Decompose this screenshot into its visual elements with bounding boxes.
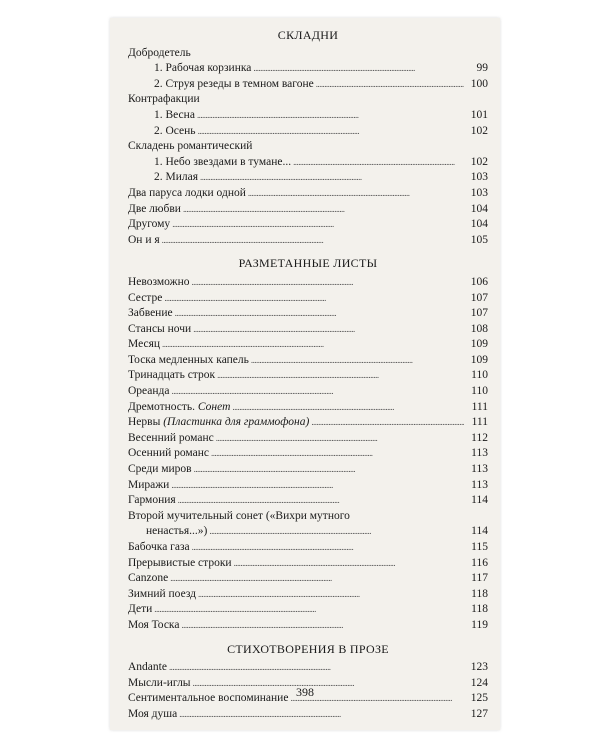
- dot-leader: [172, 384, 464, 400]
- toc-entry-text: Дремотность.: [128, 400, 198, 413]
- toc-entry-text: Две любви: [128, 202, 181, 215]
- toc-entry-label: [128, 291, 162, 307]
- toc-entry: [128, 186, 488, 202]
- toc-page-number: 110: [471, 369, 488, 382]
- toc-entry-label: [128, 322, 191, 338]
- toc-entry-text: Дети: [128, 603, 153, 616]
- toc-entry: [128, 707, 488, 723]
- toc-page-number: 123: [470, 661, 488, 674]
- dot-leader: [232, 400, 464, 416]
- toc-page-number: 109: [470, 338, 488, 351]
- toc-entry-label: [128, 446, 209, 462]
- toc-entry-label: [128, 540, 190, 556]
- toc-entry: [128, 571, 488, 587]
- dot-leader: [183, 202, 464, 218]
- toc-entry: [128, 524, 488, 540]
- toc-entry: [128, 384, 488, 400]
- toc-entry: [128, 431, 488, 447]
- toc-entry: [128, 540, 488, 556]
- toc-entry-label: [154, 155, 291, 171]
- page-number: 398: [296, 685, 314, 699]
- toc-entry: [128, 660, 488, 676]
- toc-group-heading: Контрафакции: [128, 93, 200, 106]
- dot-leader: [175, 306, 464, 322]
- toc-page-number: 119: [471, 618, 488, 631]
- toc-entry-text: Он и я: [128, 233, 160, 246]
- section-title: СТИХОТВОРЕНИЯ В ПРОЗЕ: [227, 641, 389, 656]
- toc-entry: [128, 587, 488, 603]
- toc-entry-label: [128, 337, 160, 353]
- toc-entry-text: Мысли-иглы: [128, 676, 191, 689]
- toc-page-number: 117: [471, 572, 488, 585]
- toc-page-number: 111: [471, 400, 488, 413]
- toc-entry-text: Гармония: [128, 494, 176, 507]
- dot-leader: [216, 431, 464, 447]
- dot-leader: [316, 77, 464, 93]
- toc-entry: [128, 353, 488, 369]
- toc-page-number: 118: [471, 587, 488, 600]
- toc-entry-label: [154, 108, 195, 124]
- toc-entry-text: 1. Рабочая корзинка: [154, 62, 252, 75]
- toc-page-number: 111: [471, 416, 488, 429]
- toc-entry-label: [154, 124, 196, 140]
- toc-page-number: 112: [471, 431, 488, 444]
- toc-entry-text: Забвение: [128, 307, 173, 320]
- toc-page-number: 113: [471, 447, 488, 460]
- dot-leader: [169, 660, 464, 676]
- toc-entry-label: [154, 61, 251, 77]
- dot-leader: [200, 170, 464, 186]
- toc-page-number: 107: [470, 291, 488, 304]
- toc-entry-text: Моя Тоска: [128, 618, 180, 631]
- toc-entry-label: [128, 618, 179, 634]
- toc-entry-label: [128, 275, 189, 291]
- toc-entry: [128, 618, 488, 634]
- dot-leader: [170, 571, 464, 587]
- dot-leader: [198, 124, 464, 140]
- toc-entry-text: Другому: [128, 218, 171, 231]
- toc-entry-text: Andante: [128, 661, 167, 674]
- toc-entry-text: Осенний романс: [128, 447, 209, 460]
- toc-entry: [128, 306, 488, 322]
- dot-leader: [164, 291, 464, 307]
- dot-leader: [234, 556, 464, 572]
- toc-page-number: 102: [470, 155, 488, 168]
- toc-entry-italic-text: Сонет: [197, 400, 231, 413]
- toc-entry-text: 1. Небо звездами в тумане...: [154, 155, 292, 168]
- toc-entry: [128, 446, 488, 462]
- toc-subentry: [128, 108, 488, 124]
- toc-entry-text: Невозможно: [128, 275, 190, 288]
- toc-page-number: 108: [470, 322, 488, 335]
- toc-entry: [128, 556, 488, 572]
- toc-entry-label: [128, 571, 168, 587]
- toc-entry-label: [128, 186, 246, 202]
- toc-page-number: 106: [470, 275, 488, 288]
- toc-entry-label: [128, 556, 232, 572]
- dot-leader: [178, 493, 464, 509]
- section-title: РАЗМЕТАННЫЕ ЛИСТЫ: [238, 256, 378, 271]
- toc-entry: [128, 291, 488, 307]
- toc-entry-text: Ореанда: [128, 385, 170, 398]
- toc-entry-label: [128, 415, 309, 431]
- toc-entry-label: ненастья...»): [146, 525, 208, 538]
- dot-leader: [154, 602, 464, 618]
- toc-page-number: 110: [471, 385, 488, 398]
- toc-page-number: 104: [470, 218, 488, 231]
- toc-entry-text: Тринадцать строк: [128, 369, 216, 382]
- toc-entry-label: [128, 462, 192, 478]
- toc-entry-text: Стансы ночи: [128, 322, 192, 335]
- toc-page-number: 100: [470, 77, 488, 90]
- toc-entry: [128, 415, 488, 431]
- toc-entry-label: [154, 170, 198, 186]
- toc-entry: [128, 202, 488, 218]
- toc-entry: [128, 493, 488, 509]
- toc-entry-label: [128, 202, 181, 218]
- toc-entry: [128, 233, 488, 249]
- toc-page-number: 104: [470, 202, 488, 215]
- dot-leader: [311, 415, 464, 431]
- toc-group-heading: Добродетель: [128, 46, 191, 59]
- dot-leader: [192, 540, 464, 556]
- dot-leader: [211, 446, 464, 462]
- toc-entry: [128, 478, 488, 494]
- toc-entry: [128, 337, 488, 353]
- toc-entry-label: [128, 368, 215, 384]
- toc-page-number: 125: [470, 692, 488, 705]
- dot-leader: [217, 368, 464, 384]
- toc-page-number: 127: [470, 707, 488, 720]
- toc-entry-text: 2. Струя резеды в темном вагоне: [154, 77, 314, 90]
- toc-page-number: 114: [471, 494, 488, 507]
- toc-subentry: [128, 170, 488, 186]
- toc-entry-label: Второй мучительный сонет («Вихри мутного: [128, 509, 350, 522]
- toc-page-number: 101: [470, 108, 488, 121]
- toc-entry: [128, 400, 488, 416]
- toc-entry: [128, 462, 488, 478]
- dot-leader: [253, 61, 464, 77]
- toc-entry: [128, 217, 488, 233]
- toc-entry-label: [128, 493, 176, 509]
- toc-entry-label: [128, 602, 152, 618]
- toc-entry-label: [128, 306, 173, 322]
- toc-entry-label: [128, 660, 167, 676]
- toc-entry-text: Сестре: [128, 291, 163, 304]
- toc-entry: [128, 602, 488, 618]
- table-of-contents: [128, 26, 488, 723]
- toc-entry: [128, 275, 488, 291]
- toc-page-number: 118: [471, 603, 488, 616]
- toc-entry-label: [128, 233, 160, 249]
- toc-entry-italic-text: (Пластинка для граммофона): [163, 416, 310, 429]
- toc-entry-label: [154, 77, 314, 93]
- toc-entry: [128, 368, 488, 384]
- toc-page-number: 116: [471, 556, 488, 569]
- toc-entry-label: [128, 478, 169, 494]
- toc-entry-text: Бабочка газа: [128, 541, 190, 553]
- toc-page-number: 114: [471, 525, 488, 538]
- toc-page-number: 113: [471, 463, 488, 476]
- toc-entry-text: Нервы: [128, 416, 164, 429]
- toc-subentry: [128, 61, 488, 77]
- dot-leader: [251, 353, 464, 369]
- toc-entry-label: [128, 587, 196, 603]
- dot-leader: [172, 217, 464, 233]
- toc-page-number: 103: [470, 186, 488, 199]
- toc-entry-text: Тоска медленных капель: [128, 353, 249, 366]
- toc-page-number: 115: [471, 541, 488, 553]
- toc-page-number: 102: [470, 124, 488, 137]
- dot-leader: [191, 275, 464, 291]
- book-page: [110, 18, 500, 730]
- toc-entry-label: [128, 400, 230, 416]
- toc-subentry: [128, 124, 488, 140]
- toc-entry: [128, 322, 488, 338]
- dot-leader: [162, 337, 464, 353]
- dot-leader: [194, 462, 464, 478]
- toc-entry-text: 2. Милая: [154, 171, 199, 184]
- dot-leader: [162, 233, 464, 249]
- toc-entry-label: [128, 384, 170, 400]
- toc-entry-label: [128, 353, 249, 369]
- toc-page-number: 109: [470, 353, 488, 366]
- toc-entry-text: Моя душа: [128, 707, 178, 720]
- toc-entry-text: Зимний поезд: [128, 587, 197, 600]
- toc-entry-text: Сентиментальное воспоминание: [128, 692, 289, 705]
- toc-page-number: 107: [470, 307, 488, 320]
- toc-page-number: 99: [476, 62, 488, 75]
- toc-entry-text: 2. Осень: [154, 124, 196, 137]
- dot-leader: [181, 618, 464, 634]
- toc-entry-text: Среди миров: [128, 463, 192, 476]
- toc-entry-label: [128, 707, 177, 723]
- dot-leader: [248, 186, 464, 202]
- dot-leader: [209, 524, 464, 540]
- toc-entry-label: [128, 217, 170, 233]
- toc-entry-text: Прерывистые строки: [128, 556, 232, 569]
- toc-group-heading: Складень романтический: [128, 140, 253, 153]
- toc-entry-text: 1. Весна: [154, 108, 195, 121]
- section-title: СКЛАДНИ: [277, 28, 339, 42]
- dot-leader: [197, 108, 464, 124]
- dot-leader: [193, 322, 464, 338]
- toc-entry-text: Весенний романс: [128, 431, 214, 444]
- dot-leader: [198, 587, 464, 603]
- toc-entry-text: Два паруса лодки одной: [128, 186, 246, 199]
- dot-leader: [179, 707, 464, 723]
- toc-entry-text: Canzone: [128, 572, 169, 585]
- toc-page-number: 124: [470, 676, 488, 689]
- toc-page-number: 103: [470, 171, 488, 184]
- toc-subentry: [128, 155, 488, 171]
- dot-leader: [171, 478, 464, 494]
- toc-page-number: 105: [470, 233, 488, 246]
- toc-page-number: 113: [471, 478, 488, 491]
- toc-subentry: [128, 77, 488, 93]
- toc-entry-label: [128, 431, 214, 447]
- toc-entry-text: Месяц: [128, 338, 161, 351]
- dot-leader: [293, 155, 464, 171]
- toc-entry-text: Миражи: [128, 478, 170, 491]
